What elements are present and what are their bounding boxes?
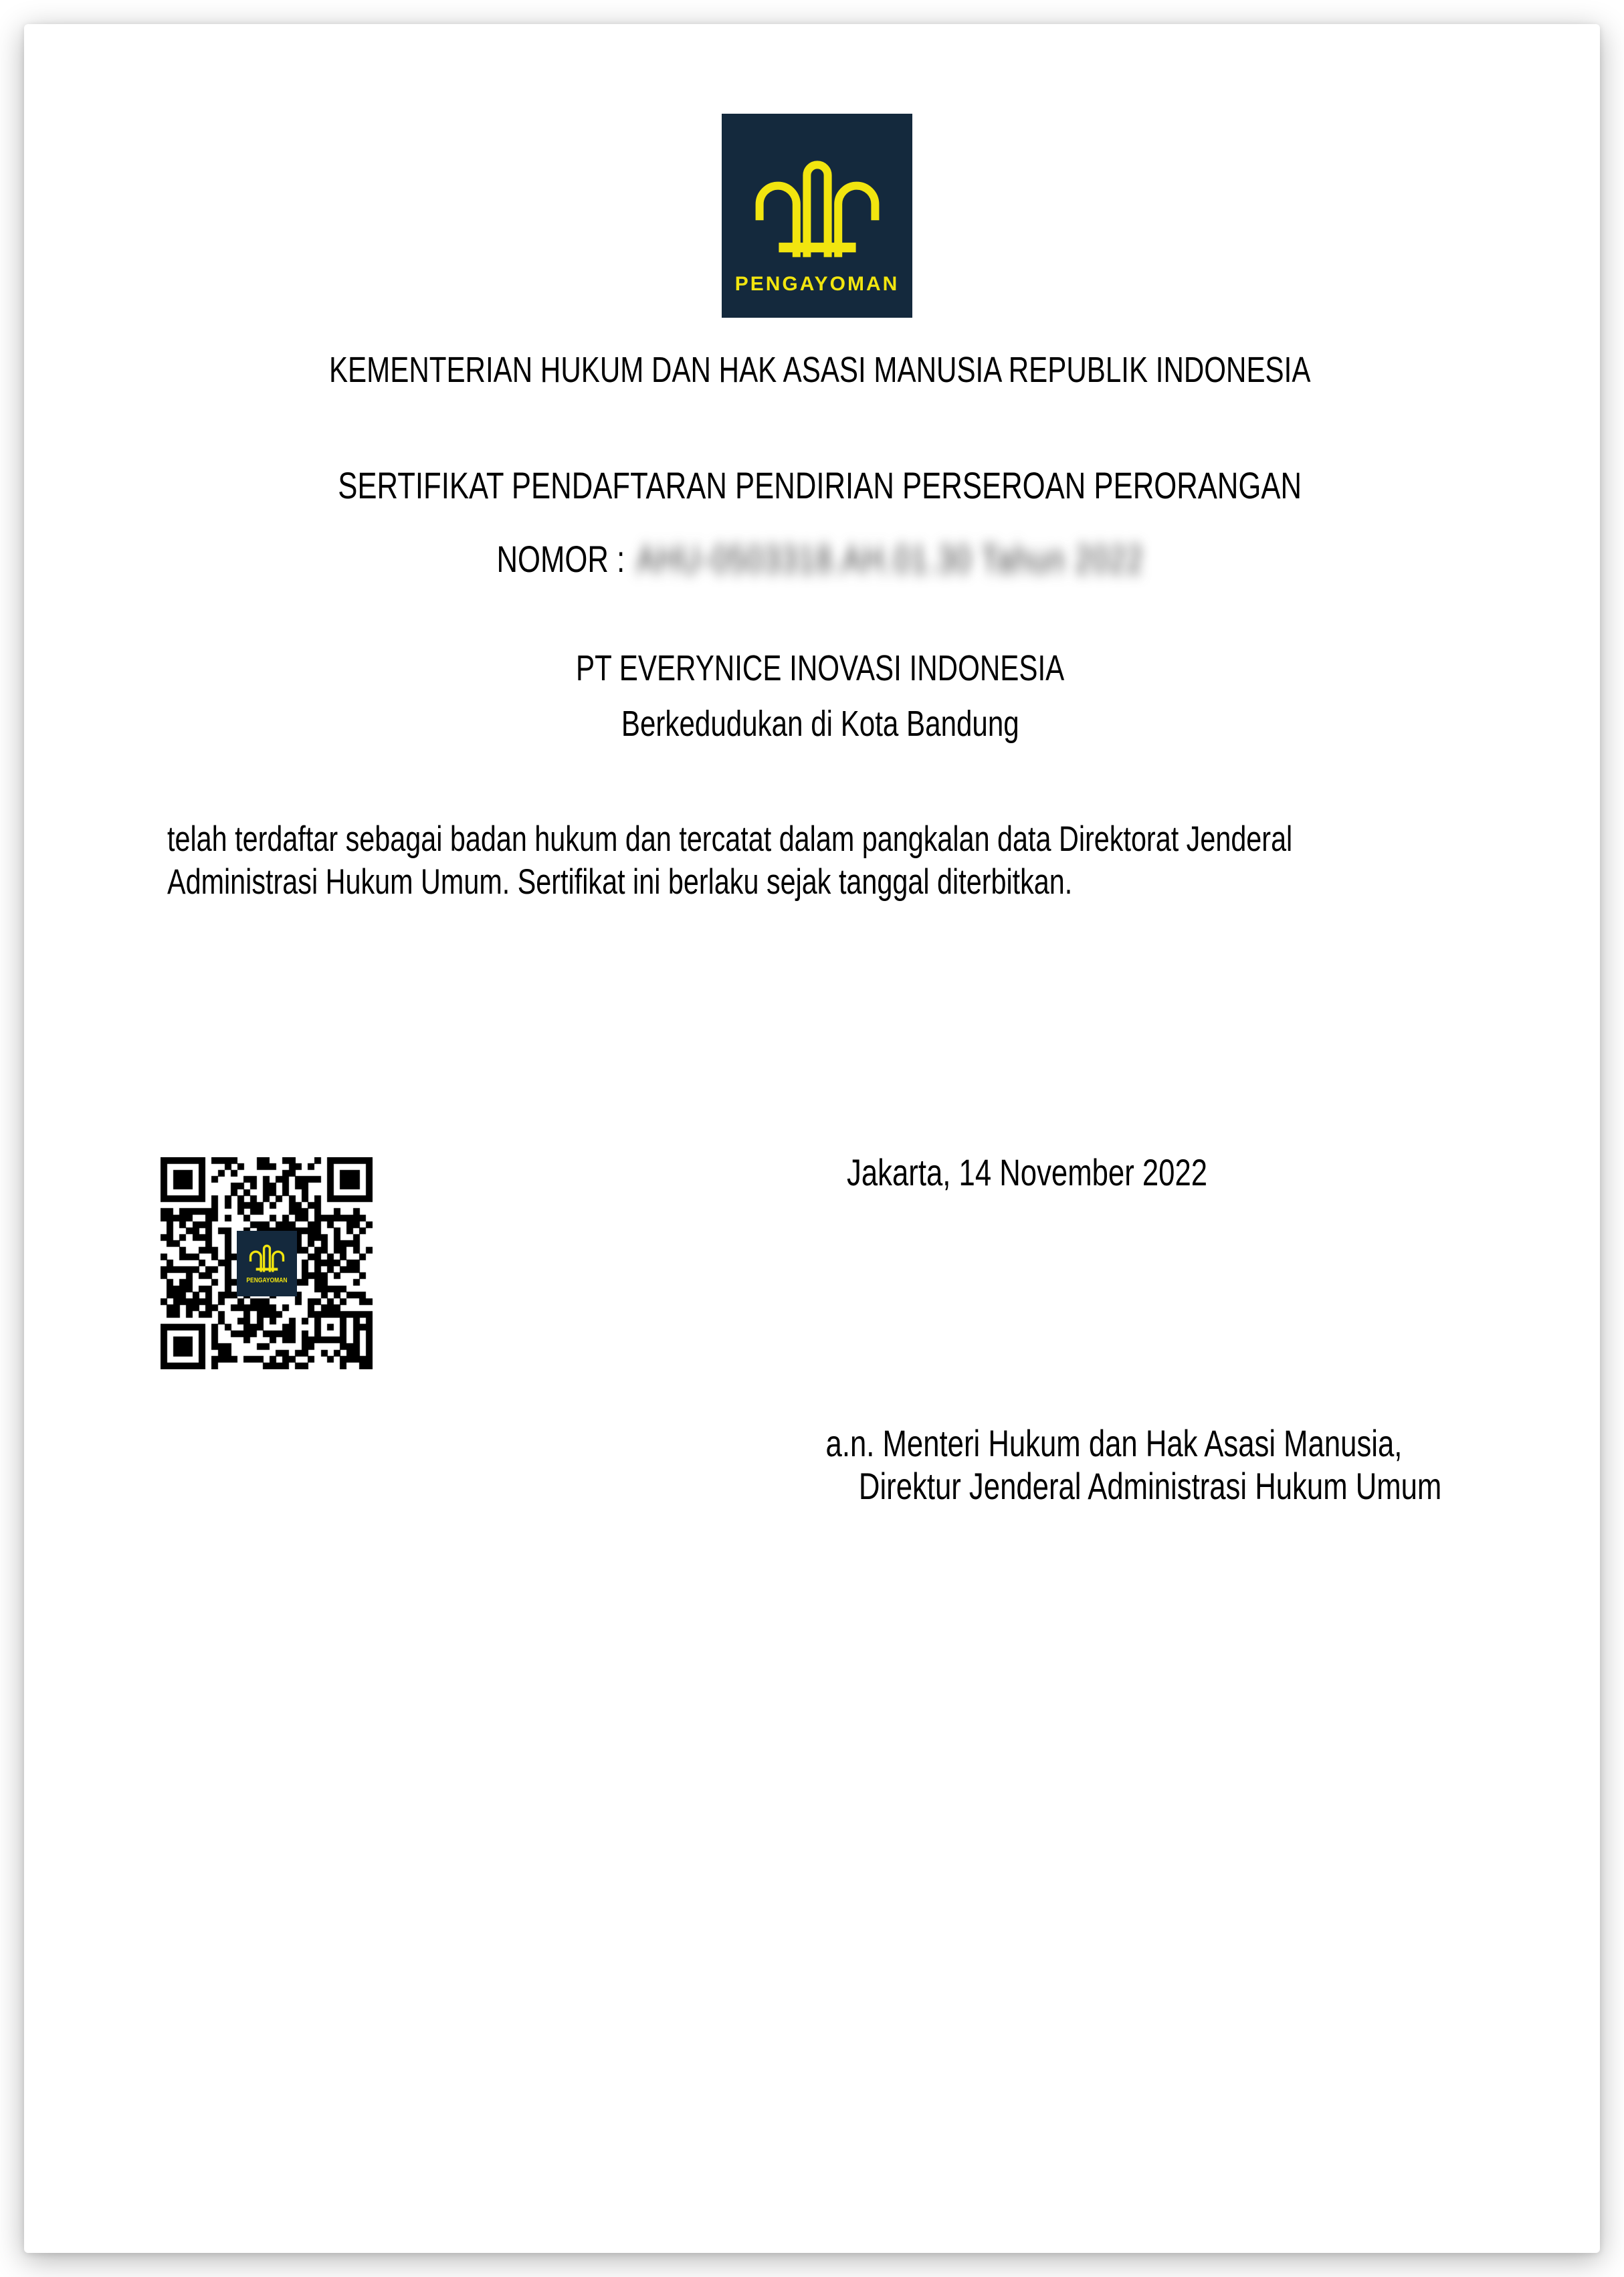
number-value-redacted: AHU-0503318.AH.01.30 Tahun 2022 — [635, 538, 1144, 580]
certificate-page — [24, 24, 1600, 2253]
logo-caption: PENGAYOMAN — [734, 273, 900, 295]
pengayoman-emblem-icon — [737, 128, 898, 270]
certificate-number-line — [32, 538, 1600, 581]
place-and-date: Jakarta, 14 November 2022 — [847, 1151, 1208, 1193]
statement-line-1: telah terdaftar sebagai badan hukum dan tercatat dalam pangkalan data Direktorat Jenderal — [167, 819, 1293, 859]
qr-center-logo — [237, 1231, 297, 1296]
signatory-title: Direktur Jenderal Administrasi Hukum Umum — [859, 1465, 1442, 1507]
certificate-title: SERTIFIKAT PENDAFTARAN PENDIRIAN PERSEROAN PERORANGAN — [338, 464, 1302, 506]
registration-statement — [167, 818, 1600, 904]
company-domicile: Berkedudukan di Kota Bandung — [621, 704, 1019, 744]
number-label: NOMOR : — [496, 538, 625, 580]
ministry-title: KEMENTERIAN HUKUM DAN HAK ASASI MANUSIA REPUBLIK INDONESIA — [329, 350, 1311, 390]
company-name: PT EVERYNICE INOVASI INDONESIA — [575, 648, 1065, 688]
verification-qr-code — [161, 1157, 373, 1369]
statement-line-2: Administrasi Hukum Umum. Sertifikat ini berlaku sejak tanggal diterbitkan. — [167, 862, 1073, 902]
ministry-logo — [722, 114, 912, 318]
qr-logo-caption: PENGAYOMAN — [245, 1276, 288, 1284]
signatory-on-behalf: a.n. Menteri Hukum dan Hak Asasi Manusia, — [825, 1422, 1402, 1464]
pengayoman-emblem-icon — [244, 1235, 290, 1276]
